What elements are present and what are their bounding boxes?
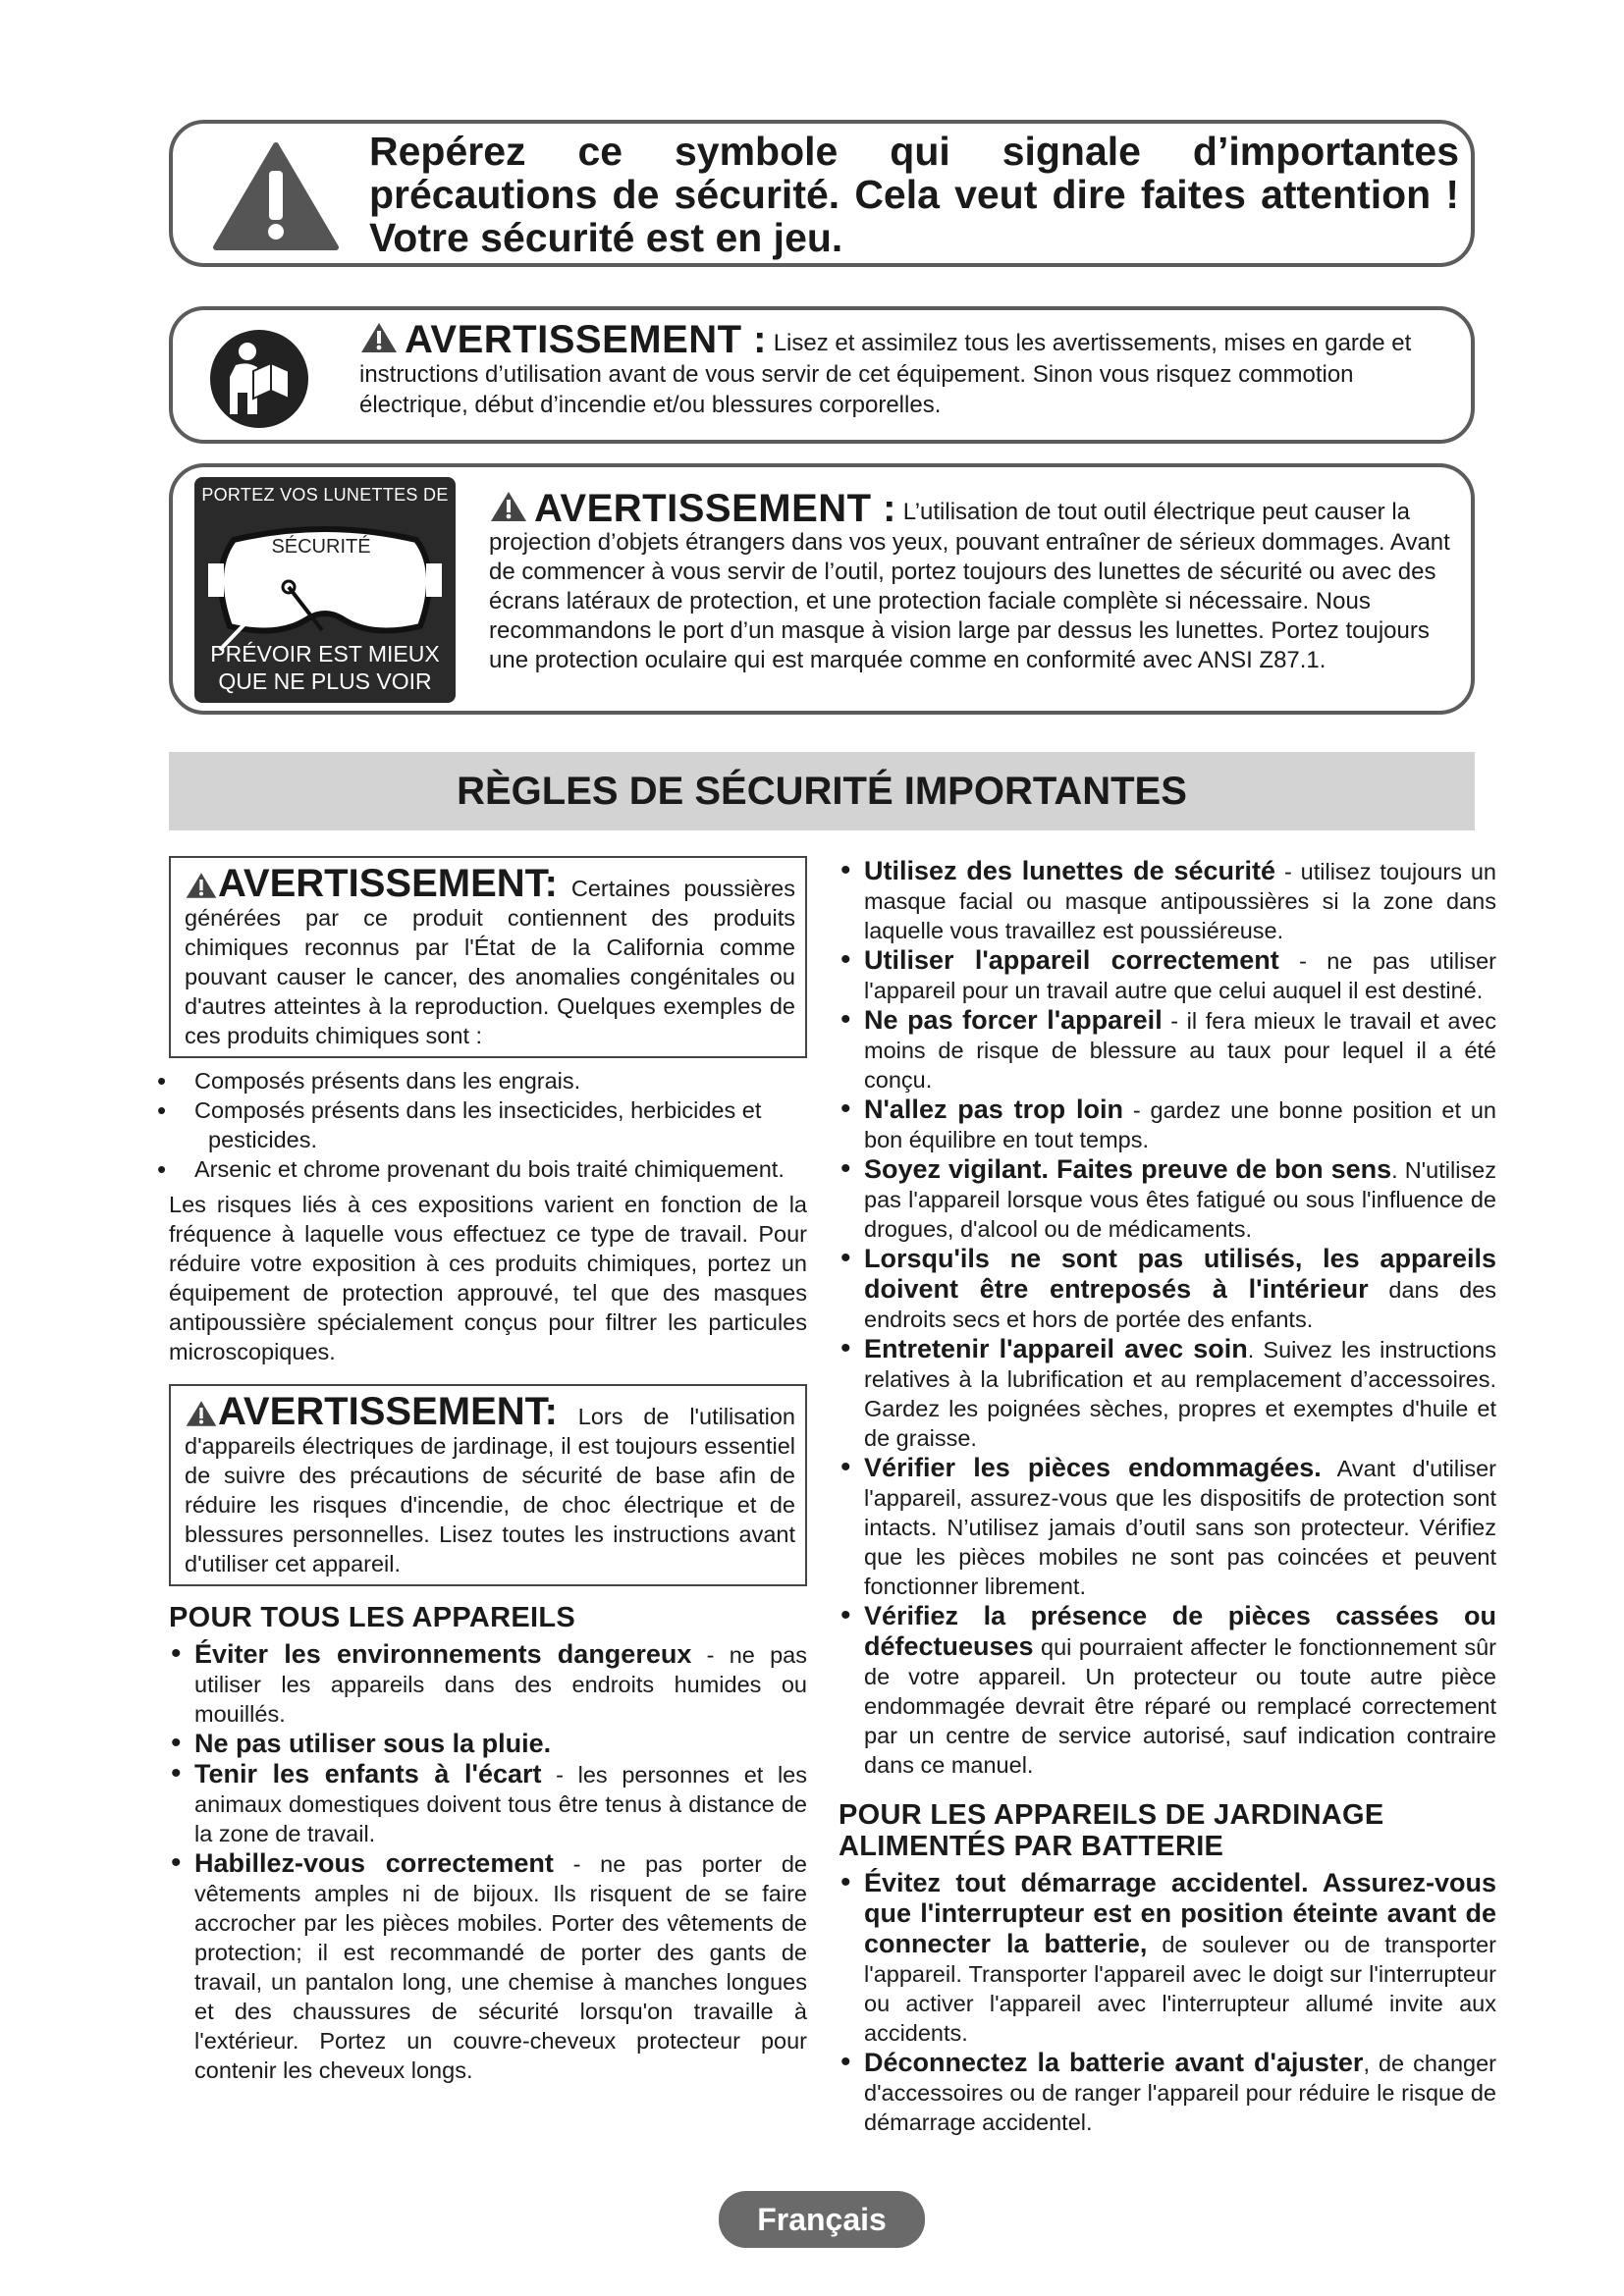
rule-title: Utiliser l'appareil correctement (864, 945, 1279, 975)
rule-title: Entretenir l'appareil avec soin (864, 1334, 1248, 1363)
warning-body: L’utilisation de tout outil électrique peut causer la projection d’objets étrangers dans vos yeux, pouvant entraîner de sérieux dommages. Avant de commencer à vous servir de l’outil, portez toujours des lunettes de sécurité ou avec des écrans latéraux de protection, et une protection faciale complète si nécessaire. Nous recommandons le port d’un masque à vision large par dessus les lunettes. Portez toujours une protection oculaire qui est marquée comme en conformité avec ANSI Z87.1. (489, 499, 1450, 673)
badge-bottom-line-2: QUE NE PLUS VOIR (218, 668, 432, 694)
rule-title: Éviter les environnements dangereux (194, 1639, 692, 1669)
notice-text: Repérez ce symbole qui signale d’importantes précautions de sécurité. Cela veut dire faites attention ! Votre sécurité est en jeu. (369, 129, 1459, 260)
rule-text: - utilisez toujours un masque facial ou masque antipoussières si la zone dans laquelle vous travaillez est poussiéreuse. (864, 859, 1496, 943)
rule-item (839, 1095, 1496, 1154)
safety-glasses-badge (194, 477, 456, 703)
badge-bottom-text (194, 640, 456, 695)
rule-title: Lorsqu'ils ne sont pas utilisés, les appareils doivent être entreposés à l'intérieur (864, 1244, 1496, 1304)
rule-text: - ne pas utiliser l'appareil pour un travail autre que celui auquel il est destiné. (864, 948, 1496, 1003)
eye-protection-warning (169, 463, 1475, 715)
warning-body: l'utilisation d'appareils électriques de jardinage, il est toujours essentiel de suivre des précautions de sécurité de base afin de réduire les risques d'incendie, de choc électrique et de blessures personnelles. Lisez toutes les instructions avant d'utiliser cet appareil. (185, 1404, 795, 1576)
rule-text: - ne pas utiliser les appareils dans des endroits humides ou mouillés. (194, 1642, 807, 1727)
rule-item (839, 856, 1496, 945)
rule-text: de soulever ou de transporter l'appareil. Transporter l'appareil avec le doigt sur l'interrupteur ou activer l'appareil avec l'interrupteur allumé invite aux accidents. (864, 1932, 1496, 2046)
warning-triangle-icon (359, 321, 399, 354)
list-item: • Composés présents dans les insecticides, herbicides et pesticides. (169, 1095, 807, 1154)
rule-item (839, 1868, 1496, 2048)
rule-title: Tenir les enfants à l'écart (194, 1759, 542, 1789)
read-warning-text (359, 320, 1459, 420)
rule-text: dans des endroits secs et hors de portée des enfants. (864, 1277, 1497, 1332)
left-column (169, 856, 807, 2085)
rule-text: - il fera mieux le travail et avec moins de risque de blessure au taux pour lequel il a été conçu. (864, 1008, 1496, 1093)
language-tab: Français (719, 2191, 925, 2248)
warning-heading: AVERTISSEMENT (218, 862, 545, 905)
list-item: • Composés présents dans les engrais. (169, 1066, 807, 1095)
rule-item (839, 1453, 1496, 1601)
eye-warning-text (489, 489, 1461, 675)
rule-item (169, 1639, 807, 1729)
rule-title: Déconnectez la batterie avant d'ajuster (864, 2048, 1364, 2077)
warning-heading: AVERTISSEMENT (218, 1390, 545, 1433)
warning-lead: Lors de (577, 1404, 670, 1429)
rule-title: Ne pas forcer l'appareil (864, 1005, 1163, 1035)
rule-text: , de changer d'accessoires ou de ranger l'appareil pour réduire le risque de démarrage accidentel. (864, 2051, 1497, 2135)
rule-text: Avant d'utiliser l'appareil, assurez-vous que les dispositifs de protection sont intacts. N’utilisez jamais d’outil sans son protecteur. Vérifiez que les pièces mobiles ne sont pas coincées et peuvent fonctionner librement. (864, 1456, 1496, 1599)
rule-text: qui pourraient affecter le fonctionnement sûr de votre appareil. Un protecteur ou toute autre pièce endommagée devrait être réparé ou remplacé correctement par un centre de service autorisé, sauf indication contraire dans ce manuel. (864, 1634, 1496, 1778)
warning-body: Lisez et assimilez tous les avertissements, mises en garde et instructions d’utilisation avant de vous servir de cet équipement. Sinon vous risquez commotion électrique, début d’incendie et/ou blessures corporelles. (359, 330, 1412, 418)
rule-text: - ne pas porter de vêtements amples ni de bijoux. Ils risquent de se faire accrocher par les pièces mobiles. Porter des vêtements de protection; il est recommandé de porter des gants de travail, un pantalon long, une chemise à manches longues et des chaussures de sécurité lorsqu'on travaille à l'extérieur. Portez un couvre-cheveux protecteur pour contenir les cheveux longs. (194, 1851, 808, 2083)
section-heading: POUR TOUS LES APPAREILS (169, 1602, 576, 1633)
safety-goggles-icon (194, 512, 456, 660)
rule-title: Habillez-vous correctement (194, 1848, 554, 1878)
warning-triangle-icon (185, 1399, 218, 1428)
rule-title: Ne pas utiliser sous la pluie. (194, 1729, 552, 1758)
rule-item (839, 945, 1496, 1005)
warning-triangle-icon (489, 490, 528, 523)
section-title: RÈGLES DE SÉCURITÉ IMPORTANTES (169, 752, 1475, 830)
rule-title: Évitez tout démarrage accidentel. Assurez-vous que l'interrupteur est en position éteinte avant de connecter la batterie, (864, 1868, 1496, 1958)
rule-title: Vérifier les pièces endommagées. (864, 1453, 1322, 1482)
rule-text: . Suivez les instructions relatives à la lubrification et au remplacement d’accessoires. Gardez les poignées sèches, propres et exemptes d'huile et de graisse. (864, 1337, 1497, 1451)
risk-paragraph: Les risques liés à ces expositions varient en fonction de la fréquence à laquelle vous effectuez ce type de travail. Pour réduire votre exposition à ces produits chimiques, portez un équipement de protection approuvé, tel que des masques antipoussière spécialement conçus pour filtrer les particules microscopiques. (169, 1192, 807, 1364)
rule-item (839, 1601, 1496, 1780)
rule-item (169, 1848, 807, 2085)
rule-item (839, 1154, 1496, 1244)
list-item: • Arsenic et chrome provenant du bois traité chimiquement. (169, 1154, 807, 1184)
rule-title: Vérifiez la présence de pièces cassées ou défectueuses (864, 1601, 1496, 1661)
warning-heading: AVERTISSEMENT : (534, 487, 897, 530)
badge-top-text: PORTEZ VOS LUNETTES DE (201, 485, 449, 505)
chemical-warning-box (169, 856, 807, 1058)
rule-text: . N'utilisez pas l'appareil lorsque vous êtes fatigué ou sous l'influence de drogues, d'alcool ou de médicaments. (864, 1157, 1496, 1242)
rule-title: Utilisez des lunettes de sécurité (864, 856, 1276, 885)
read-manual-warning (169, 306, 1475, 444)
rule-item (839, 1334, 1496, 1453)
warning-heading: AVERTISSEMENT : (405, 318, 768, 361)
badge-middle-text: SÉCURITÉ (271, 536, 371, 558)
warning-triangle-icon (185, 871, 218, 900)
warning-body: poussières générées par ce produit contiennent des produits chimiques reconnus par l'État de la California comme pouvant causer le cancer, des anomalies congénitales ou d'autres atteintes à la reproduction. Quelques exemples de ces produits chimiques sont : (185, 876, 796, 1048)
rule-item (839, 1005, 1496, 1095)
rule-text: - les personnes et les animaux domestiques doivent tous être tenus à distance de la zone de travail. (194, 1762, 807, 1846)
rule-title: Soyez vigilant. Faites preuve de bon sens (864, 1154, 1392, 1184)
rule-item (839, 1244, 1496, 1334)
garden-tools-warning-box (169, 1384, 807, 1586)
rule-item (169, 1729, 807, 1759)
warning-colon: : (544, 1390, 558, 1433)
rule-text: - gardez une bonne position et un bon équilibre en tout temps. (864, 1097, 1496, 1152)
warning-lead: Certaines (570, 876, 671, 901)
read-manual-icon (208, 328, 310, 430)
warning-triangle-icon (212, 141, 340, 251)
chemical-list (169, 1066, 807, 1184)
rule-item (839, 2048, 1496, 2137)
section-heading: POUR LES APPAREILS DE JARDINAGE ALIMENTÉS PAR BATTERIE (839, 1799, 1384, 1862)
badge-bottom-line-1: PRÉVOIR EST MIEUX (210, 641, 440, 667)
warning-colon: : (544, 862, 558, 905)
right-column (839, 856, 1496, 2137)
rule-item (169, 1759, 807, 1848)
rule-title: N'allez pas trop loin (864, 1095, 1123, 1124)
safety-symbol-notice (169, 120, 1475, 267)
